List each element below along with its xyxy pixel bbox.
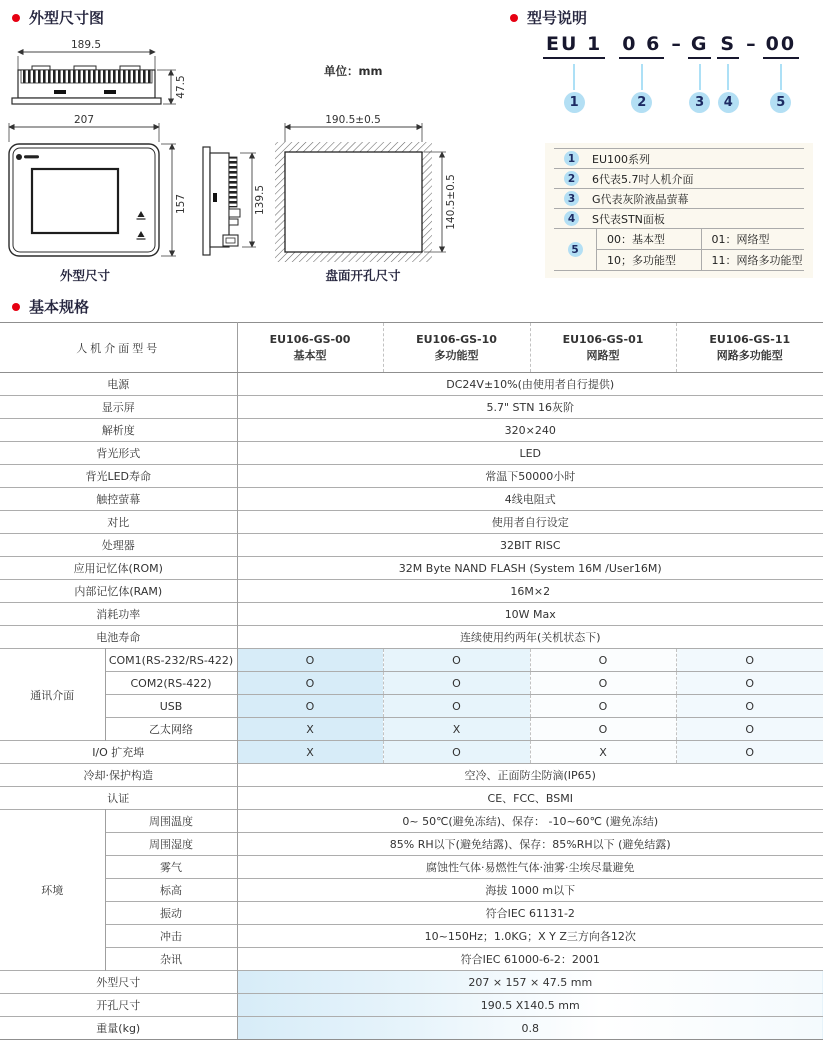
spec-label: 应用记忆体(ROM) [0, 557, 237, 580]
variant-cell: 10；多功能型 [597, 249, 701, 270]
section-title-model [510, 7, 587, 28]
connector-line [573, 64, 575, 90]
spec-label: 消耗功率 [0, 603, 237, 626]
circle-badge-3: 3 [564, 191, 579, 206]
front-view-drawing [4, 112, 194, 262]
spec-row [0, 373, 823, 396]
spec-value: 使用者自行设定 [237, 511, 823, 534]
spec-value: 0~ 50℃(避免冻结)、保存： -10~60℃ (避免冻结) [237, 810, 823, 833]
env-group-label: 环境 [0, 810, 105, 971]
front-view-height-dim: 157 [175, 193, 187, 215]
legend-variant-grid [597, 229, 804, 270]
model-legend-panel [545, 143, 813, 278]
spec-cell: O [676, 741, 823, 764]
brand-wordmark [24, 155, 39, 158]
circle-badge-2: 2 [631, 92, 652, 113]
spec-row [0, 971, 823, 994]
spec-cell: O [530, 672, 676, 695]
spec-row [0, 557, 823, 580]
model-code-segment [543, 34, 605, 113]
spec-row [0, 787, 823, 810]
spec-value: 连续使用约两年(关机状态下) [237, 626, 823, 649]
red-bullet-icon [12, 303, 20, 311]
model-type: 网路型 [586, 348, 620, 362]
spec-sublabel: COM1(RS-232/RS-422) [105, 649, 237, 672]
model-code-seg5: 00 [763, 34, 799, 59]
red-bullet-icon [12, 14, 20, 22]
top-view-height-dim: 47.5 [175, 75, 187, 99]
model-code-segment [763, 34, 799, 113]
spec-value: 32BIT RISC [237, 534, 823, 557]
spec-row [0, 511, 823, 534]
section-title-model-text: 型号说明 [527, 9, 588, 27]
spec-row [0, 764, 823, 787]
cutout-height-dim: 140.5±0.5 [445, 174, 457, 230]
spec-cell: O [237, 649, 383, 672]
spec-value: 10~150Hz；1.0KG；X Y Z三方向各12次 [237, 925, 823, 948]
spec-value: 85% RH以下(避免结露)、保存：85%RH以下 (避免结露) [237, 833, 823, 856]
spec-label: 触控萤幕 [0, 488, 237, 511]
model-code: EU106-GS-01 [562, 332, 644, 346]
spec-label: 内部记忆体(RAM) [0, 580, 237, 603]
cutout-caption: 盘面开孔尺寸 [325, 268, 401, 283]
spec-value: 空冷、正面防尘防滴(IP65) [237, 764, 823, 787]
legend-row [554, 168, 804, 188]
spec-row [0, 442, 823, 465]
spec-cell: O [237, 672, 383, 695]
spec-label: 解析度 [0, 419, 237, 442]
section-title-specs-text: 基本规格 [29, 298, 90, 316]
spec-value: 符合IEC 61000-6-2：2001 [237, 948, 823, 971]
legend-desc: EU100系列 [592, 152, 650, 166]
spec-sublabel: 冲击 [105, 925, 237, 948]
spec-row-env [0, 948, 823, 971]
spec-row-env [0, 902, 823, 925]
spec-row-comm [0, 695, 823, 718]
spec-cell: X [237, 718, 383, 741]
spec-sublabel: 雾气 [105, 856, 237, 879]
spec-value: 207 × 157 × 47.5 mm [237, 971, 823, 994]
spec-value: 0.8 [237, 1017, 823, 1040]
legend-row [554, 188, 804, 208]
spec-label: 对比 [0, 511, 237, 534]
model-column-header [530, 323, 676, 373]
connector-line [780, 64, 782, 90]
spec-label: 重量(kg) [0, 1017, 237, 1040]
spec-cell: O [676, 695, 823, 718]
model-type: 多功能型 [434, 348, 479, 362]
spec-header-row [0, 323, 823, 373]
spec-label: 认证 [0, 787, 237, 810]
spec-cell: O [383, 695, 530, 718]
model-code: EU106-GS-00 [269, 332, 351, 346]
spec-label: 电源 [0, 373, 237, 396]
spec-cell: O [237, 695, 383, 718]
model-code-seg3: G [688, 34, 712, 59]
side-view-height-dim: 139.5 [254, 184, 266, 216]
cutout-drawing [272, 112, 472, 264]
legend-desc: G代表灰阶液晶萤幕 [592, 192, 689, 206]
legend-desc: S代表STN面板 [592, 212, 665, 226]
spec-label: 电池寿命 [0, 626, 237, 649]
spec-cell: O [676, 649, 823, 672]
spec-value: 190.5 X140.5 mm [237, 994, 823, 1017]
spec-value: CE、FCC、BSMI [237, 787, 823, 810]
hatch-band [275, 252, 432, 262]
legend-desc: 6代表5.7吋人机介面 [592, 172, 694, 186]
variant-cell: 11：网络多功能型 [701, 249, 805, 270]
brand-logo-icon [16, 154, 22, 160]
spec-row-comm [0, 649, 823, 672]
spec-label: 背光形式 [0, 442, 237, 465]
cutout-width-dim: 190.5±0.5 [325, 114, 381, 126]
spec-sublabel: 乙太网络 [105, 718, 237, 741]
spec-row [0, 994, 823, 1017]
spec-cell: O [383, 649, 530, 672]
model-code-segment [717, 34, 739, 113]
spec-label: 外型尺寸 [0, 971, 237, 994]
front-view-width-dim: 207 [73, 114, 95, 126]
spec-row [0, 626, 823, 649]
spec-label: 显示屏 [0, 396, 237, 419]
spec-cell: O [383, 672, 530, 695]
model-code-dash: – [746, 33, 756, 55]
section-title-dimensions [12, 7, 104, 28]
spec-row-env [0, 879, 823, 902]
circle-badge-3: 3 [689, 92, 710, 113]
spec-cell: O [530, 718, 676, 741]
spec-row [0, 603, 823, 626]
model-code-segment [619, 34, 664, 113]
spec-value: LED [237, 442, 823, 465]
circle-badge-5: 5 [770, 92, 791, 113]
model-column-header [676, 323, 823, 373]
spec-label: 背光LED寿命 [0, 465, 237, 488]
spec-cell: O [676, 718, 823, 741]
spec-label: 处理器 [0, 534, 237, 557]
model-code: EU106-GS-10 [416, 332, 497, 346]
spec-value: 320×240 [237, 419, 823, 442]
legend-circle-cell [554, 229, 597, 270]
spec-row [0, 1017, 823, 1040]
spec-row-comm [0, 718, 823, 741]
spec-value: 5.7" STN 16灰阶 [237, 396, 823, 419]
spec-sublabel: 周围湿度 [105, 833, 237, 856]
legend-row [554, 148, 804, 168]
circle-badge-2: 2 [564, 171, 579, 186]
spec-cell: O [530, 649, 676, 672]
model-code-seg1: EU 1 [543, 34, 605, 59]
spec-header-label: 人机介面型号 [0, 323, 237, 373]
circle-badge-4: 4 [718, 92, 739, 113]
legend-row [554, 208, 804, 228]
spec-value: 常温下50000小时 [237, 465, 823, 488]
spec-row-io [0, 741, 823, 764]
variant-cell: 00：基本型 [607, 233, 665, 246]
top-view-drawing [12, 40, 190, 114]
unit-label: 单位：mm [324, 64, 383, 78]
comm-group-label: 通讯介面 [0, 649, 105, 741]
spec-value: 16M×2 [237, 580, 823, 603]
spec-sublabel: USB [105, 695, 237, 718]
hatch-band [422, 142, 432, 262]
spec-value: 腐蚀性气体·易燃性气体·油雾·尘埃尽量避免 [237, 856, 823, 879]
red-bullet-icon [510, 14, 518, 22]
spec-sublabel: 杂讯 [105, 948, 237, 971]
spec-row [0, 580, 823, 603]
spec-value: 4线电阻式 [237, 488, 823, 511]
spec-label: I/O 扩充埠 [0, 741, 237, 764]
model-code: EU106-GS-11 [709, 332, 791, 346]
spec-row [0, 465, 823, 488]
section-title-dimensions-text: 外型尺寸图 [29, 9, 105, 27]
model-code-seg2: 0 6 [619, 34, 664, 59]
spec-value: 符合IEC 61131-2 [237, 902, 823, 925]
legend-row-5 [554, 228, 804, 271]
circle-badge-1: 1 [564, 151, 579, 166]
spec-table [0, 322, 823, 1040]
spec-row [0, 419, 823, 442]
spec-label: 开孔尺寸 [0, 994, 237, 1017]
connector-line [727, 64, 729, 90]
circle-badge-4: 4 [564, 211, 579, 226]
spec-cell: O [383, 741, 530, 764]
model-type: 网路多功能型 [716, 348, 783, 362]
circle-badge-5: 5 [568, 242, 583, 257]
model-code-seg4: S [717, 34, 739, 59]
spec-row-env [0, 833, 823, 856]
spec-row [0, 396, 823, 419]
model-code-dash: – [671, 33, 681, 55]
spec-cell: X [530, 741, 676, 764]
top-view-width-dim: 189.5 [70, 39, 102, 51]
connector-line [699, 64, 701, 90]
screen-area [32, 169, 118, 233]
spec-sublabel: COM2(RS-422) [105, 672, 237, 695]
cutout-opening [285, 152, 422, 252]
model-column-header [383, 323, 530, 373]
spec-row [0, 488, 823, 511]
spec-sublabel: 周围温度 [105, 810, 237, 833]
spec-value: DC24V±10%(由使用者自行提供) [237, 373, 823, 396]
spec-value: 32M Byte NAND FLASH (System 16M /User16M) [237, 557, 823, 580]
spec-cell: O [530, 695, 676, 718]
hatch-band [275, 142, 285, 262]
model-code-diagram [543, 34, 799, 113]
spec-sublabel: 标高 [105, 879, 237, 902]
spec-row-env [0, 810, 823, 833]
circle-badge-1: 1 [564, 92, 585, 113]
spec-label: 冷却·保护构造 [0, 764, 237, 787]
spec-cell: X [237, 741, 383, 764]
connector-line [641, 64, 643, 90]
model-column-header [237, 323, 383, 373]
model-type: 基本型 [293, 348, 327, 362]
spec-sublabel: 振动 [105, 902, 237, 925]
spec-value: 10W Max [237, 603, 823, 626]
spec-row-env [0, 925, 823, 948]
side-view-drawing [200, 140, 268, 262]
spec-cell: O [676, 672, 823, 695]
spec-cell: X [383, 718, 530, 741]
spec-row-comm [0, 672, 823, 695]
spec-row-env [0, 856, 823, 879]
front-view-caption: 外型尺寸 [59, 268, 110, 283]
spec-row [0, 534, 823, 557]
model-code-segment [688, 34, 712, 113]
section-title-specs [12, 296, 89, 317]
spec-value: 海拔 1000 m以下 [237, 879, 823, 902]
hatch-band [275, 142, 432, 152]
variant-cell: 01：网络型 [701, 229, 805, 249]
